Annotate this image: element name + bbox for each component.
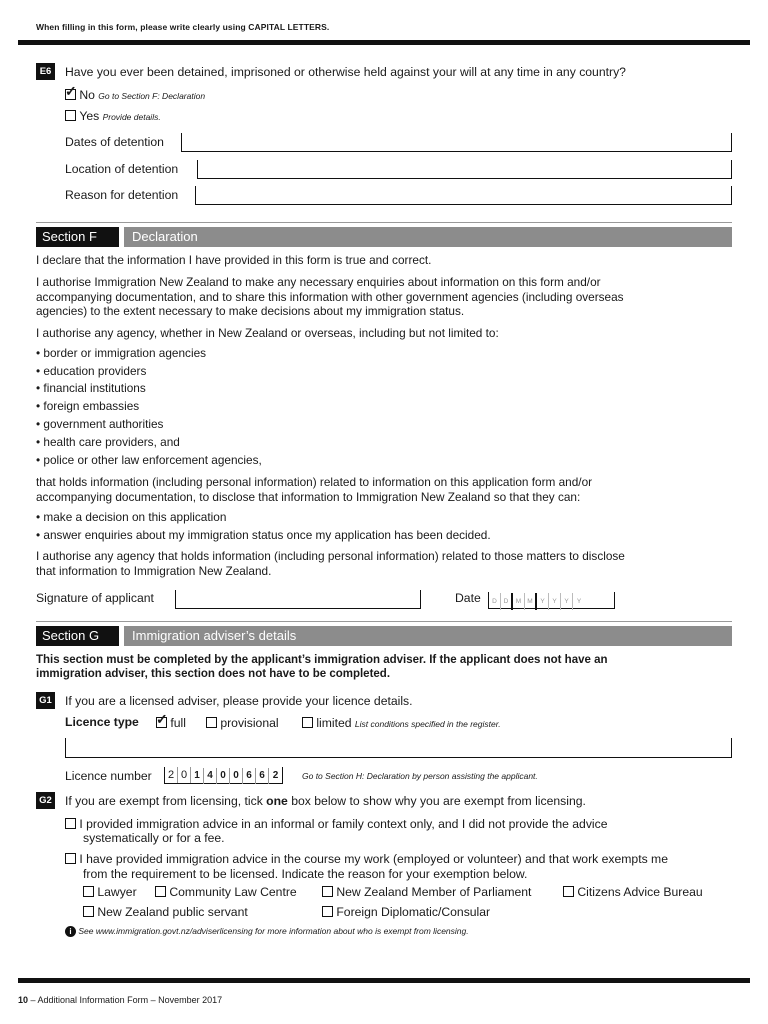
e6-no-label: No xyxy=(79,88,95,102)
date-field[interactable] xyxy=(488,592,615,609)
licence-digit: 6 xyxy=(243,768,256,784)
exemption-diplomatic-option[interactable] xyxy=(322,905,490,919)
checkmark-icon: ✓ xyxy=(156,711,168,727)
exemption-work-option[interactable] xyxy=(65,852,668,866)
licence-number-label: Licence number xyxy=(65,769,152,783)
e6-no-option[interactable] xyxy=(65,83,206,102)
e6-yes-label: Yes xyxy=(79,109,100,123)
list-item: • government authorities xyxy=(36,417,164,431)
licence-digit: 0 xyxy=(217,768,230,784)
exemption-public-servant-checkbox[interactable] xyxy=(83,906,94,917)
exemption-cab-option[interactable] xyxy=(563,885,703,899)
location-of-detention-field[interactable] xyxy=(197,160,732,179)
licence-provisional-label: provisional xyxy=(220,716,279,730)
section-f-header xyxy=(36,227,732,247)
top-rule xyxy=(18,40,750,45)
exemption-lawyer-label: Lawyer xyxy=(97,885,137,899)
licence-type-full-option[interactable] xyxy=(156,711,186,730)
date-label: Date xyxy=(455,591,481,605)
exemption-diplomatic-checkbox[interactable] xyxy=(322,906,333,917)
page-number: 10 xyxy=(18,995,29,1005)
question-tag-g2: G2 xyxy=(36,792,55,809)
e6-yes-option[interactable] xyxy=(65,109,161,123)
licence-limited-label: limited xyxy=(316,716,352,730)
licence-conditions-field[interactable] xyxy=(65,738,732,758)
e6-no-note: Go to Section F: Declaration xyxy=(98,91,206,101)
dates-of-detention-label: Dates of detention xyxy=(65,135,164,149)
date-month-digit: M xyxy=(525,593,537,610)
licence-full-label: full xyxy=(170,716,186,730)
g1-question: If you are a licensed adviser, please provide your licence details. xyxy=(65,694,413,708)
date-year-digit: Y xyxy=(537,593,549,610)
exemption-work-checkbox[interactable] xyxy=(65,853,76,864)
authorise-text-3: agencies) to the extent necessary to make decisions about my immigration status. xyxy=(36,304,465,318)
exemption-informal-checkbox[interactable] xyxy=(65,818,76,829)
exemption-mp-checkbox[interactable] xyxy=(322,886,333,897)
date-month-digit: M xyxy=(513,593,525,610)
exemption-info-text: See www.immigration.govt.nz/adviserlicensing for more information about who is exempt from licensing. xyxy=(78,926,469,936)
exemption-info-note xyxy=(65,926,469,937)
list-item: • police or other law enforcement agencies, xyxy=(36,453,262,467)
exemption-public-servant-option[interactable] xyxy=(83,905,248,919)
section-g-header xyxy=(36,626,732,646)
question-tag-g1: G1 xyxy=(36,692,55,709)
exemption-cab-label: Citizens Advice Bureau xyxy=(577,885,703,899)
section-g-intro-2: immigration adviser, this section does not have to be completed. xyxy=(36,668,391,680)
authorise-text-1: I authorise Immigration New Zealand to make any necessary enquiries about information on this form and/or xyxy=(36,275,601,289)
licence-type-label: Licence type xyxy=(65,715,139,729)
date-year-digit: Y xyxy=(561,593,573,610)
licence-digit: 0 xyxy=(178,767,191,783)
authorise-text-2: accompanying documentation, and to share this information with other government agencies (including overseas xyxy=(36,290,624,304)
exemption-cab-checkbox[interactable] xyxy=(563,886,574,897)
exemption-community-law-checkbox[interactable] xyxy=(155,886,166,897)
licence-digit: 6 xyxy=(256,768,269,784)
holds-information-text-2: accompanying documentation, to disclose that information to Immigration New Zealand so that they can: xyxy=(36,490,581,504)
list-item: • health care providers, and xyxy=(36,435,180,449)
date-year-digit: Y xyxy=(549,593,561,610)
question-tag-e6: E6 xyxy=(36,63,55,80)
authorise-agency-text: I authorise any agency, whether in New Zealand or overseas, including but not limited to: xyxy=(36,326,499,340)
licence-digit: 0 xyxy=(230,768,243,784)
section-g-name: Section G xyxy=(36,626,119,646)
holds-information-text-1: that holds information (including personal information) related to information on this application form and/or xyxy=(36,475,593,489)
page-footer xyxy=(18,995,222,1005)
signature-label: Signature of applicant xyxy=(36,591,154,605)
licence-type-limited-option[interactable] xyxy=(302,716,501,730)
section-divider xyxy=(36,222,732,223)
exemption-informal-option[interactable] xyxy=(65,817,608,831)
exemption-lawyer-option[interactable] xyxy=(83,885,137,899)
section-g-intro-1: This section must be completed by the applicant’s immigration adviser. If the applicant does not have an xyxy=(36,654,608,666)
e6-yes-note: Provide details. xyxy=(102,112,161,122)
licence-digit: 2 xyxy=(165,767,178,783)
e6-question: Have you ever been detained, imprisoned or otherwise held against your will at any time in any country? xyxy=(65,65,626,79)
licence-provisional-checkbox[interactable] xyxy=(206,717,217,728)
date-day-digit: D xyxy=(489,593,501,610)
list-item: • border or immigration agencies xyxy=(36,346,207,360)
list-item: • financial institutions xyxy=(36,381,146,395)
section-f-title: Declaration xyxy=(124,227,732,247)
licence-digit: 1 xyxy=(191,768,204,784)
licence-type-provisional-option[interactable] xyxy=(206,716,279,730)
licence-limited-checkbox[interactable] xyxy=(302,717,313,728)
licence-limited-note: List conditions specified in the register. xyxy=(354,719,501,729)
e6-yes-checkbox[interactable] xyxy=(65,110,76,121)
list-item: • education providers xyxy=(36,364,147,378)
exemption-work-label: I have provided immigration advice in the course my work (employed or volunteer) and that work exempts me xyxy=(79,852,668,866)
signature-field[interactable] xyxy=(175,590,421,609)
exemption-public-servant-label: New Zealand public servant xyxy=(97,905,248,919)
exemption-informal-label: I provided immigration advice in an informal or family context only, and I did not provide the advice xyxy=(79,817,608,831)
exemption-mp-option[interactable] xyxy=(322,885,531,899)
licence-number-field[interactable] xyxy=(164,767,283,784)
section-f-name: Section F xyxy=(36,227,119,247)
dates-of-detention-field[interactable] xyxy=(181,133,732,152)
declaration-text: I declare that the information I have provided in this form is true and correct. xyxy=(36,253,432,267)
info-icon: i xyxy=(65,926,76,937)
reason-for-detention-field[interactable] xyxy=(195,186,732,205)
exemption-diplomatic-label: Foreign Diplomatic/Consular xyxy=(336,905,491,919)
date-day-digit: D xyxy=(501,593,513,610)
footer-text: – Additional Information Form – November 2017 xyxy=(28,995,223,1005)
goto-section-h-note: Go to Section H: Declaration by person assisting the applicant. xyxy=(302,771,538,781)
licence-digit: 2 xyxy=(272,770,279,781)
exemption-informal-label-2: systematically or for a fee. xyxy=(83,831,225,845)
exemption-community-law-option[interactable] xyxy=(155,885,297,899)
e6-no-checkbox[interactable] xyxy=(65,83,77,100)
exemption-lawyer-checkbox[interactable] xyxy=(83,886,94,897)
list-item: • make a decision on this application xyxy=(36,510,227,524)
date-year-digit: Y xyxy=(576,598,582,605)
section-g-title: Immigration adviser’s details xyxy=(124,626,732,646)
list-item: • foreign embassies xyxy=(36,399,140,413)
location-of-detention-label: Location of detention xyxy=(65,162,179,176)
authorise-disclose-text-1: I authorise any agency that holds information (including personal information) related to those matters to disclose xyxy=(36,549,625,563)
list-item: • answer enquiries about my immigration status once my application has been decided. xyxy=(36,528,491,542)
authorise-disclose-text-2: that information to Immigration New Zealand. xyxy=(36,564,272,578)
exemption-mp-label: New Zealand Member of Parliament xyxy=(336,885,532,899)
section-divider xyxy=(36,621,732,622)
checkmark-icon: ✓ xyxy=(65,83,77,99)
exemption-community-law-label: Community Law Centre xyxy=(169,885,297,899)
licence-full-checkbox[interactable] xyxy=(156,711,168,728)
exemption-work-label-2: from the requirement to be licensed. Indicate the reason for your exemption below. xyxy=(83,867,528,881)
reason-for-detention-label: Reason for detention xyxy=(65,188,179,202)
form-instruction: When filling in this form, please write clearly using CAPITAL LETTERS. xyxy=(36,22,330,32)
g2-question: If you are exempt from licensing, tick one box below to show why you are exempt from licensing. xyxy=(65,794,586,808)
licence-digit: 4 xyxy=(204,768,217,784)
bottom-rule xyxy=(18,978,750,983)
